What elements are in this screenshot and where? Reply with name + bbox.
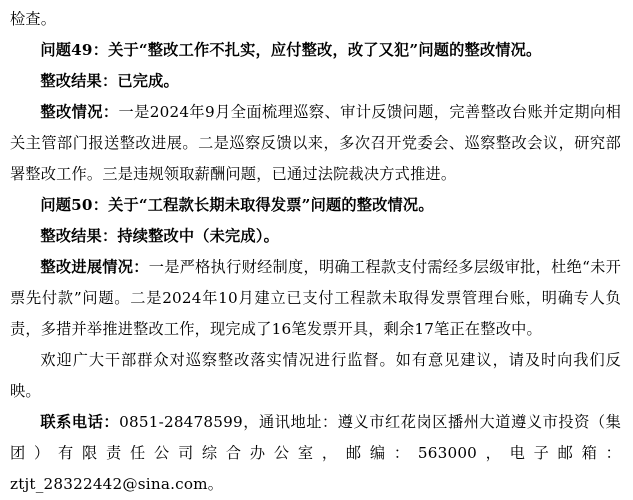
question-50-detail-body: 一是严格执行财经制度，明确工程款支付需经多层级审批，杜绝“未开票先付款”问题。二是2024年10月建立已支付工程款未取得发票管理台账，明确专人负责，多措并举推进整改工作，现完成了16笔发票开具，剩余17笔正在整改中。 bbox=[10, 258, 621, 338]
paragraph-question-49-result bbox=[10, 66, 621, 97]
question-49-result-text: 整改结果：已完成。 bbox=[40, 72, 179, 90]
contact-details: 0851-28478599，通讯地址：遵义市红花岗区播州大道遵义市投资（集团）有限责任公司综合办公室，邮编：563000，电子邮箱：ztjt_28322442@sina.com。 bbox=[10, 413, 621, 493]
paragraph-continuation-line: 检查。 bbox=[10, 10, 57, 28]
question-49-heading: 问题49：关于“整改工作不扎实，应付整改，改了又犯”问题的整改情况。 bbox=[40, 41, 542, 59]
question-50-result-text: 整改结果：持续整改中（未完成）。 bbox=[40, 227, 279, 245]
paragraph-contact-info bbox=[10, 407, 621, 500]
contact-label: 联系电话： bbox=[40, 413, 120, 431]
question-49-detail-label: 整改情况： bbox=[40, 103, 119, 121]
paragraph-question-50-result bbox=[10, 221, 621, 252]
supervision-notice-text: 欢迎广大干部群众对巡察整改落实情况进行监督。如有意见建议，请及时向我们反映。 bbox=[10, 351, 621, 400]
paragraph-question-50-title bbox=[10, 190, 621, 221]
paragraph-question-49-detail bbox=[10, 97, 621, 190]
question-49-detail-body: 一是2024年9月全面梳理巡察、审计反馈问题，完善整改台账并定期向相关主管部门报送整改进展。二是巡察反馈以来，多次召开党委会、巡察整改会议，研究部署整改工作。三是违规领取薪酬问题，已通过法院裁决方式推进。 bbox=[10, 103, 622, 183]
question-50-heading: 问题50：关于“工程款长期未取得发票”问题的整改情况。 bbox=[40, 196, 434, 214]
paragraph-supervision-notice bbox=[10, 345, 621, 407]
paragraph-question-50-detail bbox=[10, 252, 621, 345]
question-50-detail-label: 整改进展情况： bbox=[40, 258, 149, 276]
paragraph-question-49-title bbox=[10, 35, 621, 66]
